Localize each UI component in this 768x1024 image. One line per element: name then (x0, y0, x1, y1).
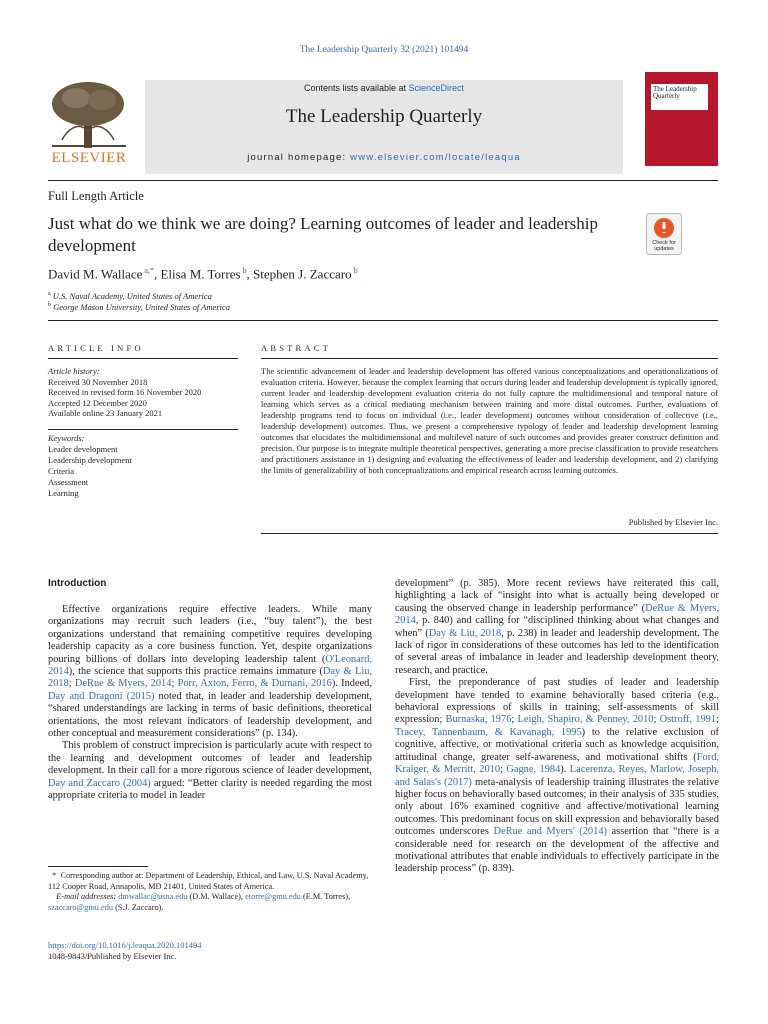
paragraph-text: ). Indeed, (331, 678, 372, 690)
homepage-line (145, 152, 623, 163)
abstract-heading: ABSTRACT (261, 343, 331, 353)
paragraph-text: development” (p. 385). More recent reviews have reiterated this call, highlighting a lack of “insight into what is actually being developed or causing the observed change in leadership performance” ( (395, 578, 719, 614)
body-paragraph (48, 740, 372, 802)
article-history (48, 366, 238, 419)
citation-link[interactable]: O'Leonard, 2014 (48, 653, 372, 678)
keywords-rule (48, 429, 238, 430)
journal-cover-image[interactable] (645, 72, 718, 166)
email-link[interactable]: szaccaro@gmu.edu (48, 902, 113, 912)
citation-link[interactable]: DeRue and Myers' (2014) (493, 826, 607, 838)
article-info-heading: ARTICLE INFO (48, 343, 144, 353)
paragraph-text: ; (500, 764, 507, 776)
email-owner: (E.M. Torres), (300, 892, 351, 901)
citation-link[interactable]: Leigh, Shapiro, & Penney, 2010 (517, 714, 654, 726)
affiliation-b: $^b$ George Mason University, United States of America (48, 302, 230, 312)
email-owner: (D.M. Wallace), (187, 892, 246, 901)
footnote-emails: E-mail addresses: dmwallac@usna.edu (D.M. Wallace), etorre@gmu.edu (E.M. Torres), szaccaro@gmu.edu (S.J. Zaccaro). (48, 892, 351, 912)
email-owner: (S.J. Zaccaro). (113, 902, 164, 912)
body-right-column (395, 578, 719, 876)
paragraph-text: noted that, in leader and leadership development, “shared understandings are lacking in terms of basic definitions, theoretical orientations, the most relevant indicators of leadership development, and other conceptual and measurement considerations” (p. 134). (48, 690, 372, 740)
citation-link[interactable]: Tracey, Tannenbaum, & Kavanagh, 1995 (395, 726, 582, 738)
homepage-link[interactable]: www.elsevier.com/locate/leaqua (350, 152, 521, 163)
citation-link[interactable]: Gagne, 1984 (506, 764, 561, 776)
keyword: Leadership development (48, 455, 132, 465)
author-affiliation-marker[interactable]: b (351, 266, 358, 275)
keywords (48, 433, 238, 499)
elsevier-wordmark[interactable]: ELSEVIER (51, 150, 127, 166)
paragraph-text: meta-analysis of leadership training illustrates the relative higher focus on behaviorally based outcomes; in their analysis of 335 studies, only about 16% examined cognitive and affective/motivational learning outcomes. This predominant focus on skill expression and behaviorally based outcomes underscores (395, 776, 720, 838)
info-divider (48, 320, 718, 321)
doi-block (48, 940, 202, 962)
keywords-label: Keywords: (48, 433, 85, 443)
author-name[interactable]: Stephen J. Zaccaro (253, 266, 352, 282)
citation-link[interactable]: Burnaska, 1976 (445, 714, 512, 726)
abstract-text: The scientific advancement of leader and leadership development has offered various conceptualizations and operationalizations of evaluation criteria. However, because the complex learning that occurs during leader and leadership development is typically ignored, current leader and leadership development evaluation criteria do not fully capture the multidimensional and temporal nature of learning which serves as a critical mediating mechanism between training and more distal outcomes. Further, evaluations of leadership programs tend to focus on individual (i.e., leader development) outcomes without consideration of collective (i.e., leadership development) outcomes. Thus, we present a comprehensive typology of leader and leadership development learning outcomes that elucidates the multidimensional and multilevel nature of such outcomes and provides greater construct definition and precision. Our purpose is to integrate multiple theoretical perspectives, generating a more precise classification to provide researchers and practitioners assistance in 1) designing and evaluating the effectiveness of leader and leadership development, and 2) clarifying the limits of generalizability of both conceptualizations and empirical research across learning outcomes. (261, 366, 718, 475)
check-updates-label: Check for updates (652, 240, 676, 252)
citation-link[interactable]: DeRue & Myers, 2014 (395, 602, 719, 627)
footnote-rule (48, 866, 148, 867)
paragraph-text: ; (68, 678, 75, 690)
paragraph-text: , p. 238) in leader and leadership development. The lack of rigor in considerations of these outcomes has led to the identification of several areas of imbalance in leader and leadership development theory, research, and practice. (395, 627, 719, 676)
author-list: David M. Wallace $^{a,*}$, Elisa M. Torres $^b$, Stephen J. Zaccaro $^b$ (48, 266, 358, 282)
issn-line: 1048-9843/Published by Elsevier Inc. (48, 951, 177, 961)
citation-link[interactable]: Porr, Axton, Ferro, & Dumani, 2016 (177, 678, 332, 690)
author-name[interactable]: David M. Wallace (48, 266, 143, 282)
paragraph-text: assertion that “there is a considerable need for research on the development of the affective and motivational attributes that enable individuals to effectively participate in the leadership process” (p. 839). (395, 826, 719, 875)
paragraph-text: ; (716, 714, 719, 726)
keyword: Learning (48, 488, 79, 498)
body-paragraph (395, 578, 719, 677)
history-item: Received in revised form 16 November 2020 (48, 387, 202, 397)
paragraph-text: ), the science that supports this practice remains immature ( (68, 666, 323, 678)
sciencedirect-link[interactable]: ScienceDirect (408, 83, 465, 93)
citation-link[interactable]: Day and Zaccaro (2004) (48, 777, 151, 789)
citation-link[interactable]: Day and Dragoni (2015) (48, 690, 155, 702)
paragraph-text: argued: “Better clarity is needed regarding the most appropriate criteria to model in leader (48, 777, 372, 802)
citation-link[interactable]: Ostroff, 1991 (659, 714, 717, 726)
keyword: Leader development (48, 444, 118, 454)
citation-link[interactable]: Ford, Kraiger, & Merritt, 2010 (395, 751, 719, 776)
paragraph-text: ; (511, 714, 518, 726)
contents-line (145, 83, 623, 93)
paragraph-text: First, the preponderance of past studies of leader and leadership development have tended to examine behaviorally based criteria (e.g., behavioral expressions of skills in training; self-assessments of skill expression; (395, 677, 719, 726)
citation-link[interactable]: Day & Liu, 2018 (428, 627, 502, 639)
paragraph-text: ). (560, 764, 570, 776)
history-label: Article history: (48, 366, 100, 376)
body-paragraph (48, 604, 372, 740)
homepage-prefix: journal homepage: (247, 152, 351, 163)
footnote-text: * Corresponding author at: Department of Leadership, Ethical, and Law, U.S. Naval Academy, 112 Cooper Road, Annapolis, MD 21401, United States of America. (48, 871, 369, 891)
email-link[interactable]: dmwallac@usna.edu (118, 892, 188, 901)
author-affiliation-marker[interactable]: b (240, 266, 247, 275)
paragraph-text: This problem of construct imprecision is particularly acute with respect to the learning and development outcomes of leader and leadership development. In their call for a more rigorous science of leader development, (48, 740, 372, 777)
article-title: Just what do we think we are doing? Learning outcomes of leader and leadership development (48, 214, 598, 255)
doi-link[interactable]: https://doi.org/10.1016/j.leaqua.2020.101494 (48, 940, 202, 950)
keyword: Assessment (48, 477, 89, 487)
header-divider (48, 180, 718, 181)
author-affiliation-marker[interactable]: a,* (142, 266, 154, 275)
journal-title: The Leadership Quarterly (285, 106, 483, 127)
journal-citation-link[interactable]: The Leadership Quarterly 32 (2021) 101494 (299, 45, 469, 55)
article-type: Full Length Article (48, 189, 144, 203)
author-name[interactable]: Elisa M. Torres (160, 266, 241, 282)
affiliation-a: $^a$ U.S. Naval Academy, United States of America (48, 291, 212, 301)
corresponding-author-footnote (48, 871, 372, 913)
citation-link[interactable]: Lacerenza, Reyes, Marlow, Joseph, and Salas's (2017) (395, 764, 719, 788)
abstract-rule (261, 358, 718, 359)
paragraph-text: Effective organizations require effective leaders. While many organizations may recruit such leaders (i.e., “buy talent”), the best organizations understand that remaining competitive requires developing leadership capacity as a core business function. Yet, despite organizations pouring billions of dollars into developing leadership talent ( (48, 604, 372, 665)
history-item: Available online 23 January 2021 (48, 408, 163, 418)
abstract-publisher-note: Published by Elsevier Inc. (628, 517, 718, 527)
paragraph-text: ; (653, 714, 660, 726)
cover-title: The Leadership Quarterly (651, 84, 708, 110)
contents-prefix: Contents lists available at (303, 83, 409, 93)
paragraph-text: , p. 840) and calling for “disciplined thinking about what changes and when” ( (395, 615, 719, 639)
email-link[interactable]: etorre@gmu.edu (245, 892, 301, 901)
citation-link[interactable]: DeRue & Myers, 2014 (74, 678, 172, 690)
body-left-column (48, 604, 372, 803)
body-paragraph (395, 677, 719, 876)
history-item: Accepted 12 December 2020 (48, 397, 147, 408)
paragraph-text: ) to the relative exclusion of cognitive, affective, or motivational criteria such as knowledge acquisition, attitudinal change, greater self-awareness, and motivational shifts ( (395, 726, 719, 763)
introduction-heading: Introduction (48, 578, 107, 589)
article-info-rule (48, 358, 238, 359)
keyword: Criteria (48, 466, 74, 476)
check-for-updates-badge[interactable] (646, 213, 682, 255)
abstract-bottom-rule (261, 533, 718, 534)
paragraph-text: ; (171, 678, 178, 690)
citation-link[interactable]: Day & Liu, 2018 (48, 666, 372, 690)
history-item: Received 30 November 2018 (48, 376, 148, 387)
